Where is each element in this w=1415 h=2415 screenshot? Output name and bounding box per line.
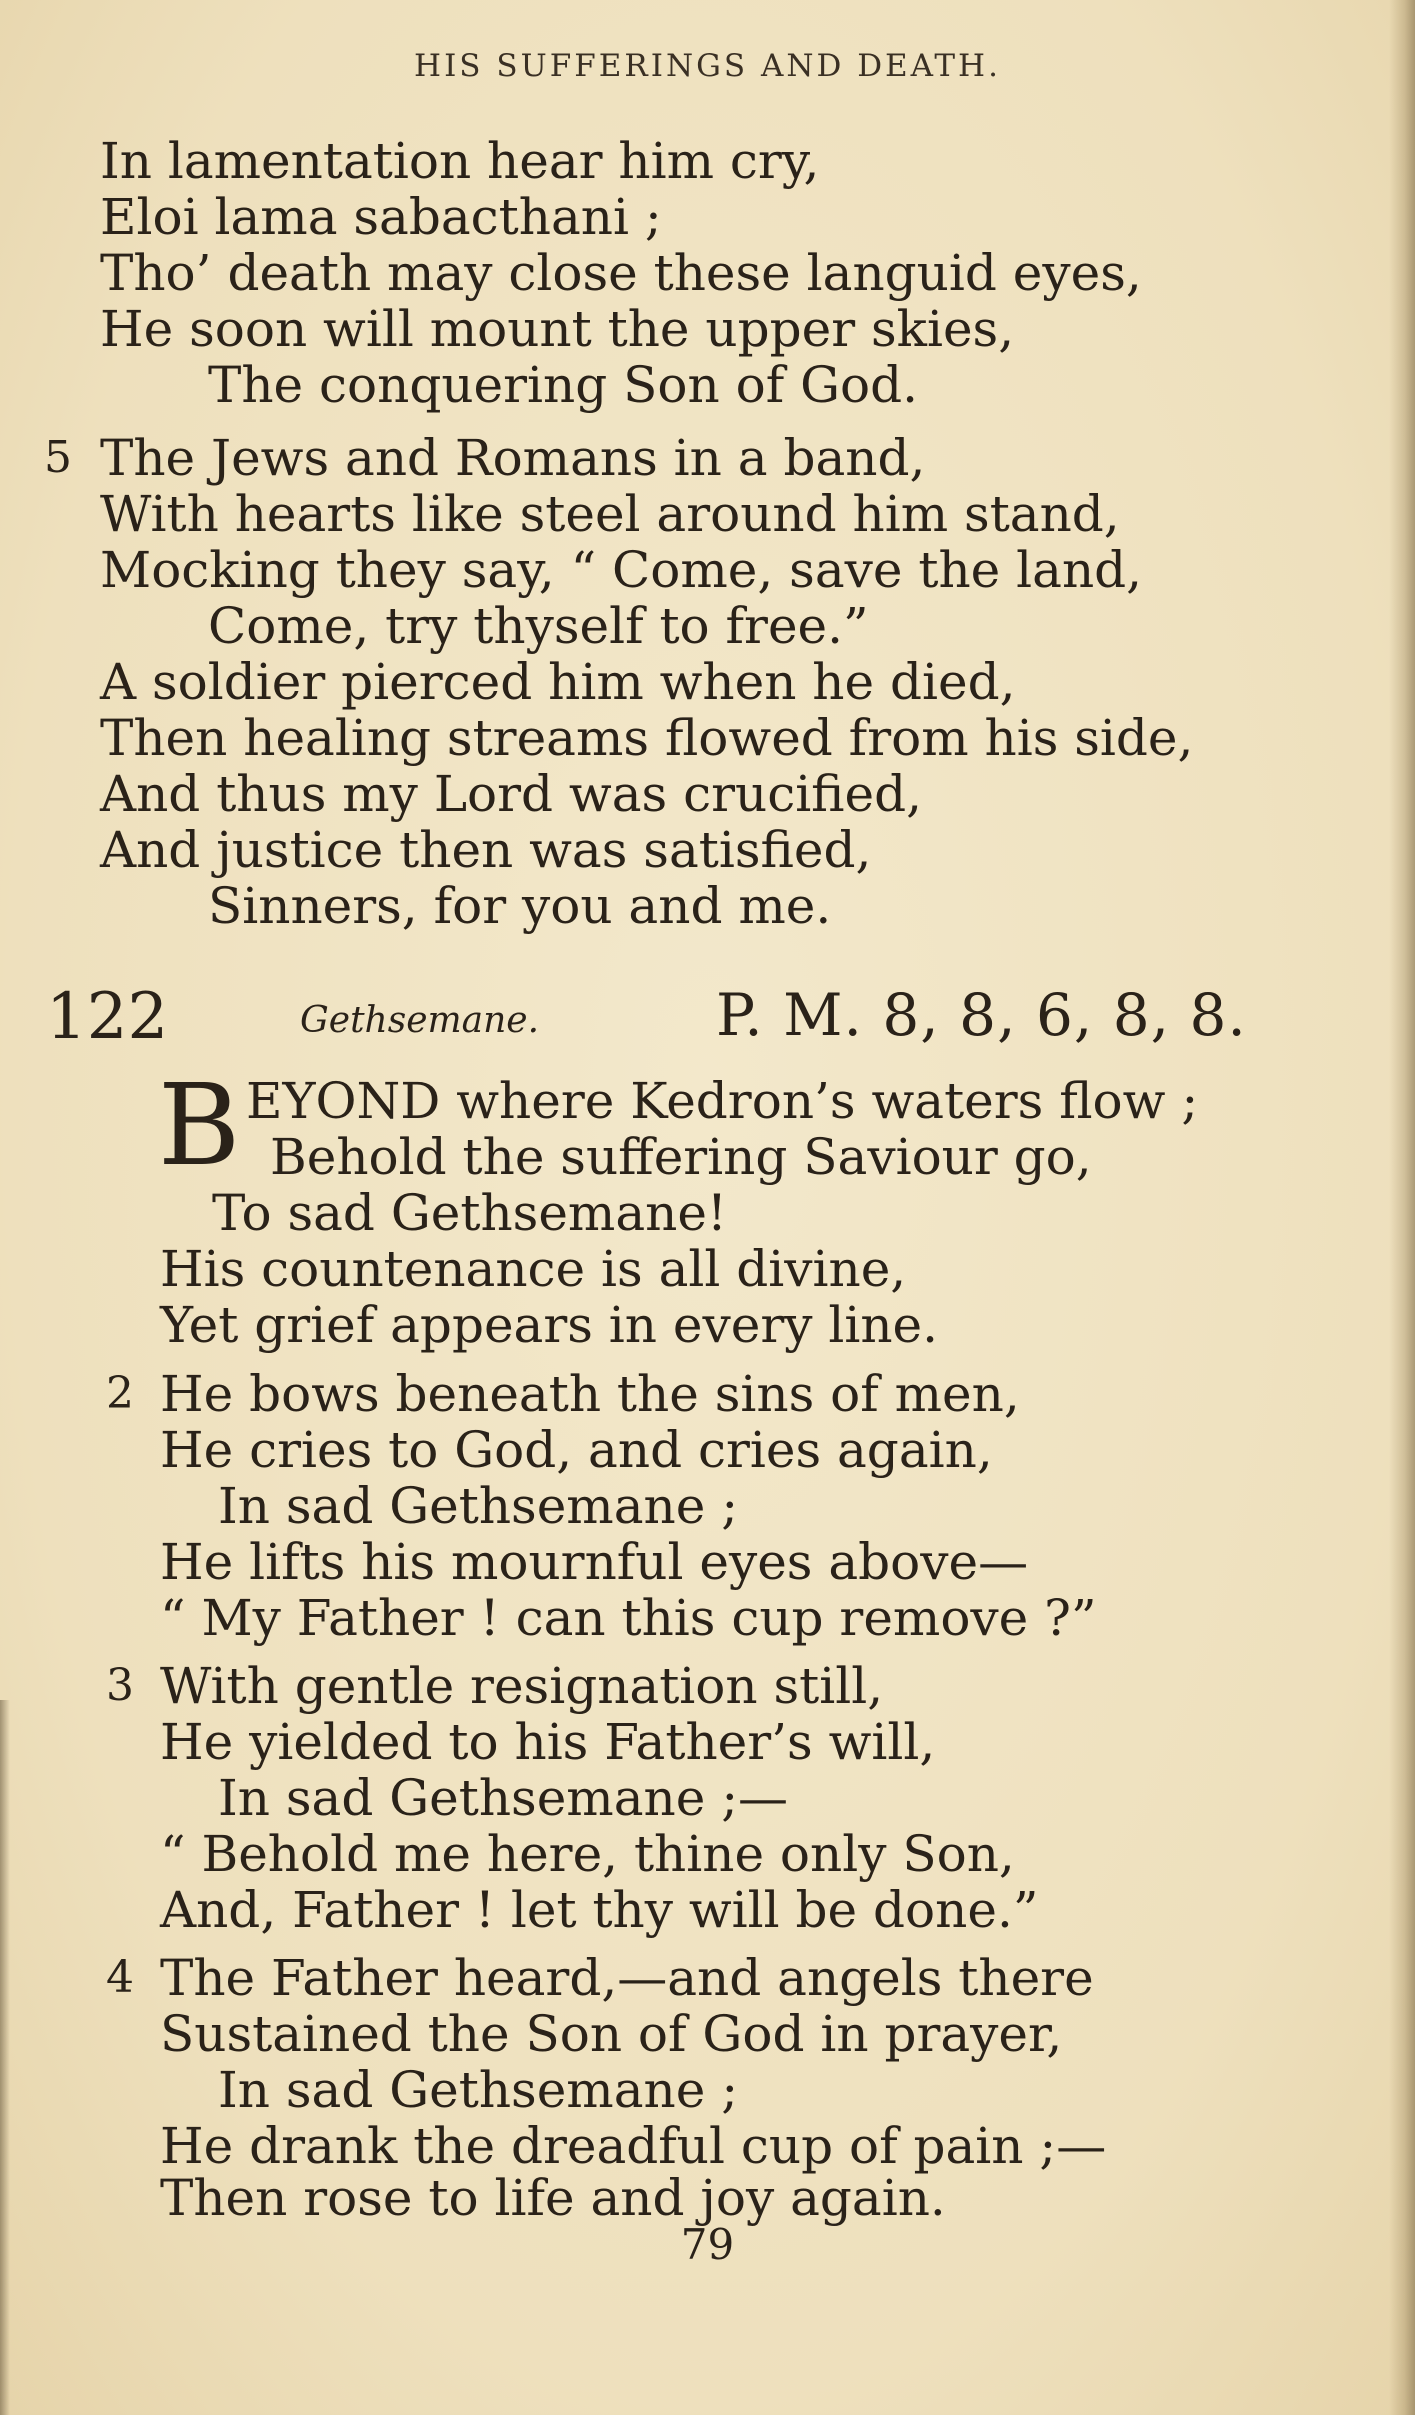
verse-line: Behold the suffering Saviour go, bbox=[270, 1128, 1092, 1186]
verse-line: In lamentation hear him cry, bbox=[100, 132, 820, 190]
stanza-number: 5 bbox=[44, 432, 72, 483]
verse-line: The Jews and Romans in a band, bbox=[100, 429, 926, 487]
verse-line: And, Father ! let thy will be done.” bbox=[160, 1881, 1039, 1939]
verse-line: In sad Gethsemane ; bbox=[218, 1477, 739, 1535]
running-head: HIS SUFFERINGS AND DEATH. bbox=[414, 48, 1001, 84]
verse-line: Then rose to life and joy again. bbox=[160, 2169, 946, 2227]
verse-line: A soldier pierced him when he died, bbox=[100, 653, 1016, 711]
verse-line: Yet grief appears in every line. bbox=[160, 1296, 939, 1354]
verse-line: And justice then was satisfied, bbox=[100, 821, 872, 879]
verse-line: EYOND where Kedron’s waters flow ; bbox=[246, 1072, 1199, 1130]
page-gutter-shadow bbox=[0, 1700, 10, 2415]
verse-line: “ Behold me here, thine only Son, bbox=[160, 1825, 1015, 1883]
verse-line: Sinners, for you and me. bbox=[208, 877, 832, 935]
tune-name: Gethsemane. bbox=[300, 1000, 540, 1041]
verse-line: “ My Father ! can this cup remove ?” bbox=[160, 1589, 1097, 1647]
verse-line: Sustained the Son of God in prayer, bbox=[160, 2005, 1063, 2063]
page-edge-shadow bbox=[1389, 0, 1415, 2415]
stanza-number: 4 bbox=[106, 1952, 134, 2003]
verse-line: Then healing streams flowed from his side, bbox=[100, 709, 1194, 767]
verse-line: Eloi lama sabacthani ; bbox=[100, 188, 662, 246]
verse-line: With gentle resignation still, bbox=[160, 1657, 884, 1715]
verse-line: He soon will mount the upper skies, bbox=[100, 300, 1015, 358]
verse-line: Come, try thyself to free.” bbox=[208, 597, 869, 655]
verse-line: To sad Gethsemane! bbox=[212, 1184, 728, 1242]
meter: P. M. 8, 8, 6, 8, 8. bbox=[716, 981, 1247, 1049]
verse-line: With hearts like steel around him stand, bbox=[100, 485, 1120, 543]
verse-line: He lifts his mournful eyes above— bbox=[160, 1533, 1029, 1591]
verse-line: He bows beneath the sins of men, bbox=[160, 1365, 1020, 1423]
page-number: 79 bbox=[680, 2220, 735, 2269]
verse-line: He cries to God, and cries again, bbox=[160, 1421, 993, 1479]
verse-line: And thus my Lord was crucified, bbox=[100, 765, 923, 823]
verse-line: He yielded to his Father’s will, bbox=[160, 1713, 936, 1771]
hymn-number: 122 bbox=[46, 980, 169, 1054]
stanza-number: 3 bbox=[106, 1660, 134, 1711]
verse-line: The Father heard,—and angels there bbox=[160, 1949, 1094, 2007]
verse-line: Tho’ death may close these languid eyes, bbox=[100, 244, 1142, 302]
verse-line: He drank the dreadful cup of pain ;— bbox=[160, 2117, 1107, 2175]
verse-line: In sad Gethsemane ; bbox=[218, 2061, 739, 2119]
verse-line: Mocking they say, “ Come, save the land, bbox=[100, 541, 1143, 599]
verse-line: The conquering Son of God. bbox=[208, 356, 919, 414]
verse-line: In sad Gethsemane ;— bbox=[218, 1769, 789, 1827]
drop-cap: B bbox=[158, 1061, 241, 1191]
stanza-number: 2 bbox=[106, 1368, 134, 1419]
verse-line: His countenance is all divine, bbox=[160, 1240, 907, 1298]
